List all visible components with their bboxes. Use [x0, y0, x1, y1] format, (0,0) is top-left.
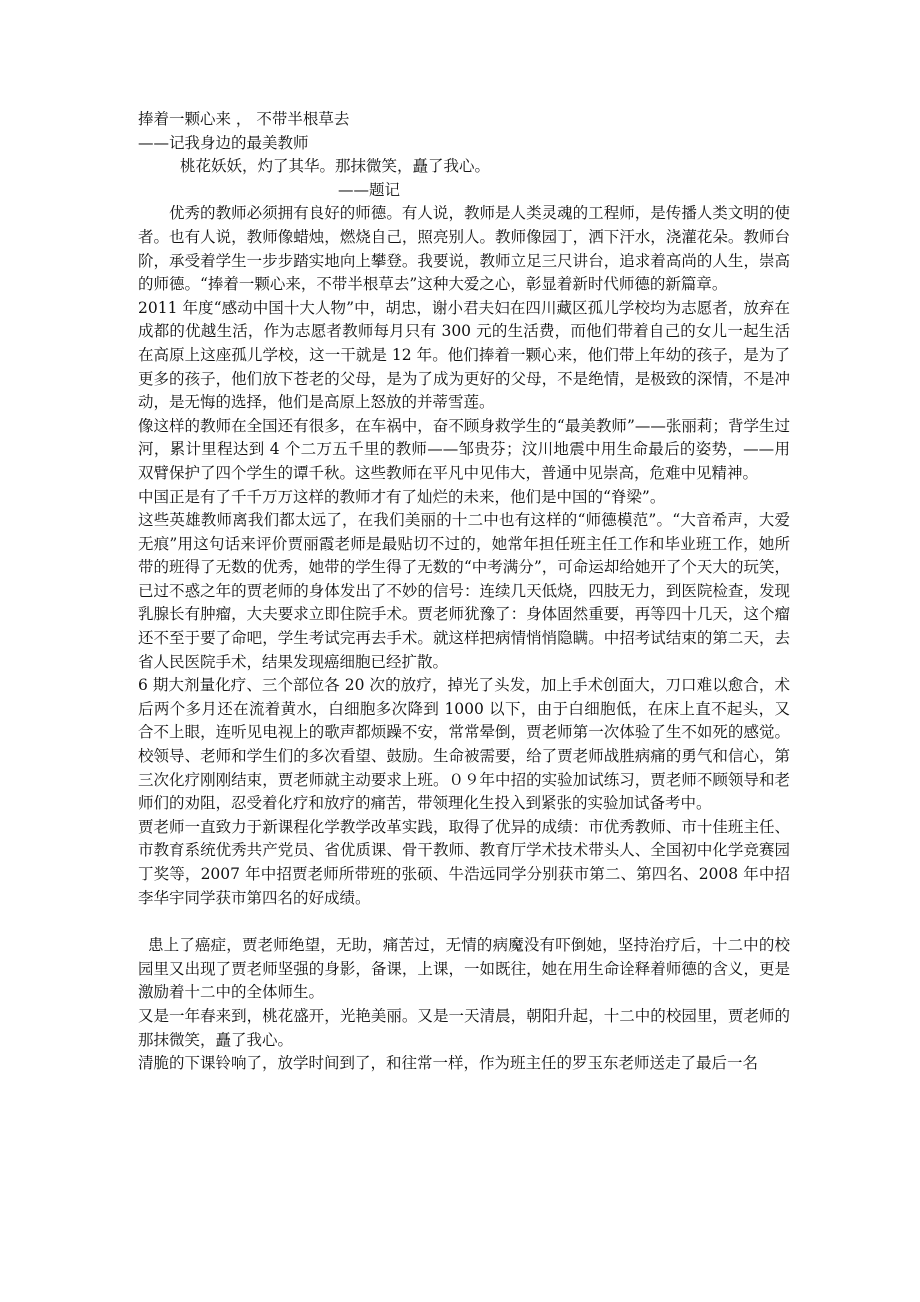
paragraph-last: 清脆的下课铃响了，放学时间到了，和往常一样，作为班主任的罗玉东老师送走了最后一名: [138, 1054, 759, 1073]
paragraph-intro: 优秀的教师必须拥有良好的师德。有人说，教师是人类灵魂的工程师，是传播人类文明的使者。也有人说，教师像蜡烛，燃烧自己，照亮别人。教师像园丁，洒下汗水，浇灌花朵。教师台阶，承受着学生一步步踏实地向上攀登。我要说，教师立足三尺讲台，追求着高尚的人生，崇高的师德。“捧着一颗心来，不带半根草去”这种大爱之心，彰显着新时代师德的新篇章。: [138, 204, 790, 294]
paragraph-spacer: [138, 910, 790, 934]
paragraph: 又是一年春来到，桃花盛开，光艳美丽。又是一天清晨，朝阳升起，十二中的校园里，贾老师的那抹微笑，矗了我心。: [138, 1006, 790, 1049]
paragraph: 贾老师一直致力于新课程化学教学改革实践，取得了优异的成绩：市优秀教师、市十佳班主任、市教育系统优秀共产党员、省优质课、骨干教师、教育厅学术技术带头人、全国初中化学竞赛园丁奖等，2007 年中招贾老师所带班的张硕、牛浩远同学分别获市第二、第四名、2008 年中招李华宇同学获市第四名的好成绩。: [138, 817, 790, 907]
paragraph: 像这样的教师在全国还有很多，在车祸中，奋不顾身救学生的“最美教师”——张丽莉；背学生过河，累计里程达到 4 个二万五千里的教师——邹贵芬；汶川地震中用生命最后的姿势，——用双臂保护了四个学生的谭千秋。这些教师在平凡中见伟大，普通中见崇高，危难中见精神。: [138, 416, 790, 482]
paragraph: 中国正是有了千千万万这样的教师才有了灿烂的未来，他们是中国的“脊梁”。: [138, 487, 666, 506]
paragraph: 2011 年度“感动中国十大人物”中，胡忠，谢小君夫妇在四川藏区孤儿学校均为志愿者，放弃在成都的优越生活，作为志愿者教师每月只有 300 元的生活费，而他们带着自己的女儿一起生活在高原上这座孤儿学校，这一干就是 12 年。他们捧着一颗心来，他们带上年幼的孩子，是为了更多的孩子，他们放下苍老的父母，是为了成为更好的父母，不是绝情，是极致的深情，不是冲动，是无悔的选择，他们是高原上怒放的并蒂雪莲。: [138, 298, 790, 412]
paragraph: 这些英雄教师离我们都太远了，在我们美丽的十二中也有这样的“师德模范”。“大音希声，大爱无痕”用这句话来评价贾丽霞老师是最贴切不过的，她常年担任班主任工作和毕业班工作，她所带的班得了无数的优秀，她带的学生得了无数的“中考满分”，可命运却给她开了个天大的玩笑，已过不惑之年的贾老师的身体发出了不妙的信号：连续几天低烧，四肢无力，到医院检查，发现乳腺长有肿瘤，大夫要求立即住院手术。贾老师犹豫了：身体固然重要，再等四十几天，这个瘤还不至于要了命吧，学生考试完再去手术。就这样把病情悄悄隐瞒。中招考试结束的第二天，去省人民医院手术，结果发现癌细胞已经扩散。: [138, 511, 790, 671]
paragraph: 6 期大剂量化疗、三个部位各 20 次的放疗，掉光了头发，加上手术创面大，刀口难以愈合，术后两个多月还在流着黄水，白细胞多次降到 1000 以下，由于白细胞低，在床上直不起头，又合不上眼，连听见电视上的歌声都烦躁不安，常常晕倒，贾老师第一次体验了生不如死的感觉。校领导、老师和学生们的多次看望、鼓励。生命被需要，给了贾老师战胜病痛的勇气和信心，第三次化疗刚刚结束，贾老师就主动要求上班。０９年中招的实验加试练习，贾老师不顾领导和老师们的劝阻，忍受着化疗和放疗的痛苦，带领理化生投入到紧张的实验加试备考中。: [138, 676, 790, 813]
document-title: 捧着一颗心来 ， 不带半根草去: [138, 110, 350, 128]
paragraph: 患上了癌症，贾老师绝望，无助，痛苦过，无情的病魔没有吓倒她，坚持治疗后，十二中的校园里又出现了贾老师坚强的身影，备课，上课，一如既往，她在用生命诠释着师德的含义，更是激励着十二中的全体师生。: [138, 936, 790, 1002]
document-subtitle: ——记我身边的最美教师: [138, 133, 309, 152]
epigraph-text: 桃花妖妖，灼了其华。那抹微笑，矗了我心。: [180, 157, 491, 176]
epigraph-signoff: ——题记: [338, 180, 401, 199]
document-page: [138, 108, 790, 1076]
